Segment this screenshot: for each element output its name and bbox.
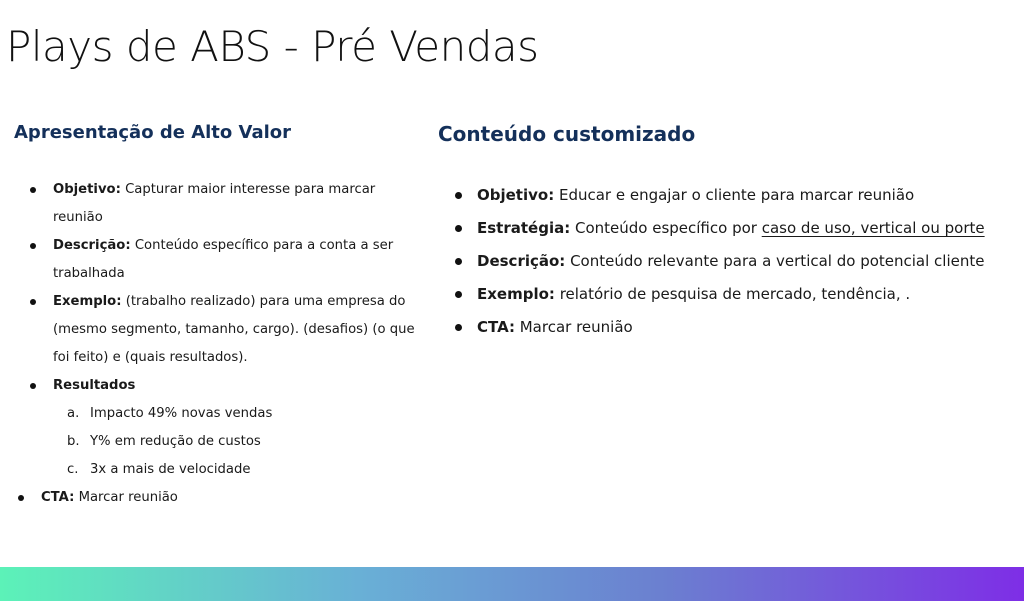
result-marker: c. <box>67 462 79 477</box>
right-item-cta <box>455 311 995 344</box>
right-item-label: Exemplo: <box>477 285 555 303</box>
right-item-objetivo <box>455 179 995 212</box>
left-item-label: Exemplo: <box>53 294 122 309</box>
gradient-footer-band <box>0 567 1024 601</box>
right-item-text: Conteúdo específico por <box>570 219 762 237</box>
left-item-objetivo <box>30 176 415 232</box>
left-item-text: Conteúdo específico para a conta a ser trabalhada <box>53 238 394 281</box>
left-item-text: Capturar maior interesse para marcar reunião <box>53 182 376 225</box>
result-text: 3x a mais de velocidade <box>90 462 251 477</box>
left-item-cta <box>18 484 178 512</box>
right-item-text: Marcar reunião <box>514 318 633 336</box>
results-sub-list <box>53 400 415 484</box>
right-item-text: Educar e engajar o cliente para marcar reunião <box>554 186 915 204</box>
left-cta-list <box>18 484 178 512</box>
left-item-resultados <box>30 372 415 484</box>
left-item-exemplo <box>30 288 415 372</box>
left-item-descricao <box>30 232 415 288</box>
left-cta-label: CTA: <box>41 490 75 505</box>
right-item-text: relatório de pesquisa de mercado, tendência, . <box>554 285 911 303</box>
right-column-heading: Conteúdo customizado <box>438 122 696 146</box>
right-item-estrategia <box>455 212 995 245</box>
left-item-text: (trabalho realizado) para uma empresa do (mesmo segmento, tamanho, cargo). (desafios) (o que foi feito) e (quais resultados). <box>53 294 415 365</box>
result-item <box>67 428 415 456</box>
left-bullet-list <box>30 176 415 484</box>
strategy-link[interactable]: caso de uso, vertical ou porte <box>761 219 985 237</box>
page-title: Plays de ABS - Pré Vendas <box>6 22 539 71</box>
result-text: Y% em redução de custos <box>90 434 261 449</box>
result-item <box>67 400 415 428</box>
right-item-label: Descrição: <box>477 252 566 270</box>
right-bullet-list <box>455 179 995 344</box>
right-item-label: Estratégia: <box>477 219 571 237</box>
result-text: Impacto 49% novas vendas <box>90 406 273 421</box>
left-item-label: Descrição: <box>53 238 131 253</box>
left-item-label: Objetivo: <box>53 182 121 197</box>
left-cta-text: Marcar reunião <box>74 490 178 505</box>
right-item-descricao <box>455 245 995 278</box>
right-item-label: CTA: <box>477 318 515 336</box>
right-item-text: Conteúdo relevante para a vertical do potencial cliente <box>565 252 985 270</box>
right-item-label: Objetivo: <box>477 186 555 204</box>
left-column-heading: Apresentação de Alto Valor <box>14 122 292 143</box>
result-marker: b. <box>67 434 80 449</box>
result-item <box>67 456 415 484</box>
left-item-label: Resultados <box>53 378 136 393</box>
right-item-exemplo <box>455 278 995 311</box>
result-marker: a. <box>67 406 80 421</box>
